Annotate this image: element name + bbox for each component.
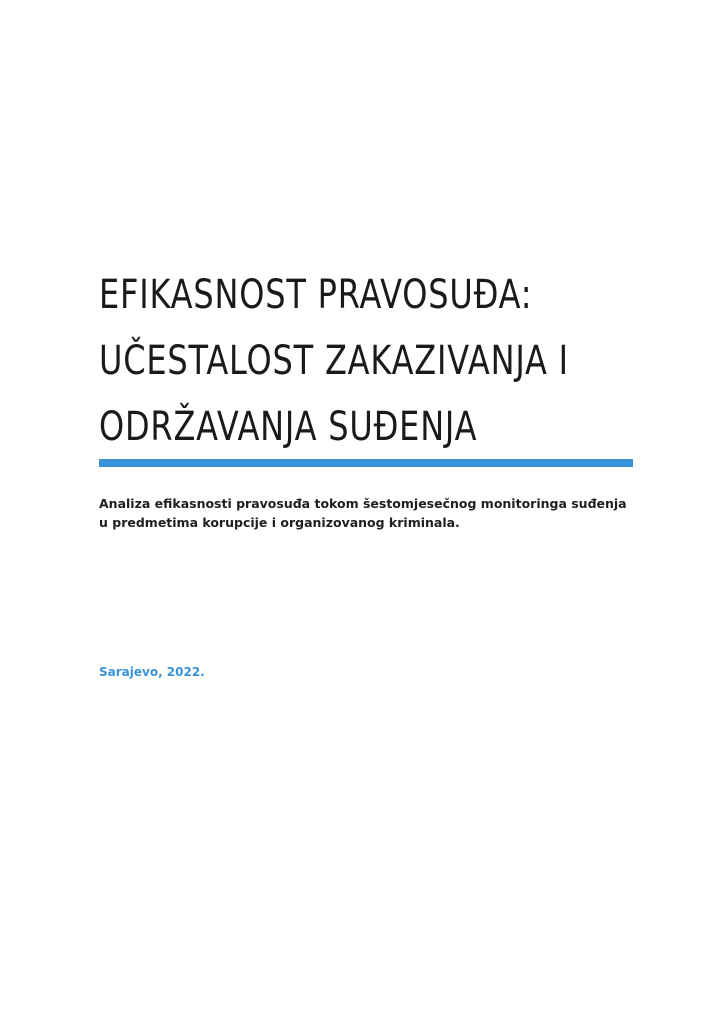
title-line-3: ODRŽAVANJA SUĐENJA bbox=[99, 404, 478, 450]
subtitle-line-2: u predmetima korupcije i organizovanog kriminala. bbox=[99, 515, 460, 530]
subtitle-line-1: Analiza efikasnosti pravosuđa tokom šestomjesečnog monitoringa suđenja bbox=[99, 496, 627, 511]
document-title bbox=[99, 262, 569, 460]
title-line-1: EFIKASNOST PRAVOSUĐA: bbox=[99, 272, 533, 318]
title-line-2: UČESTALOST ZAKAZIVANJA I bbox=[99, 338, 569, 384]
document-subtitle bbox=[99, 494, 639, 532]
title-accent-rule bbox=[99, 459, 633, 467]
place-and-date: Sarajevo, 2022. bbox=[99, 665, 205, 679]
